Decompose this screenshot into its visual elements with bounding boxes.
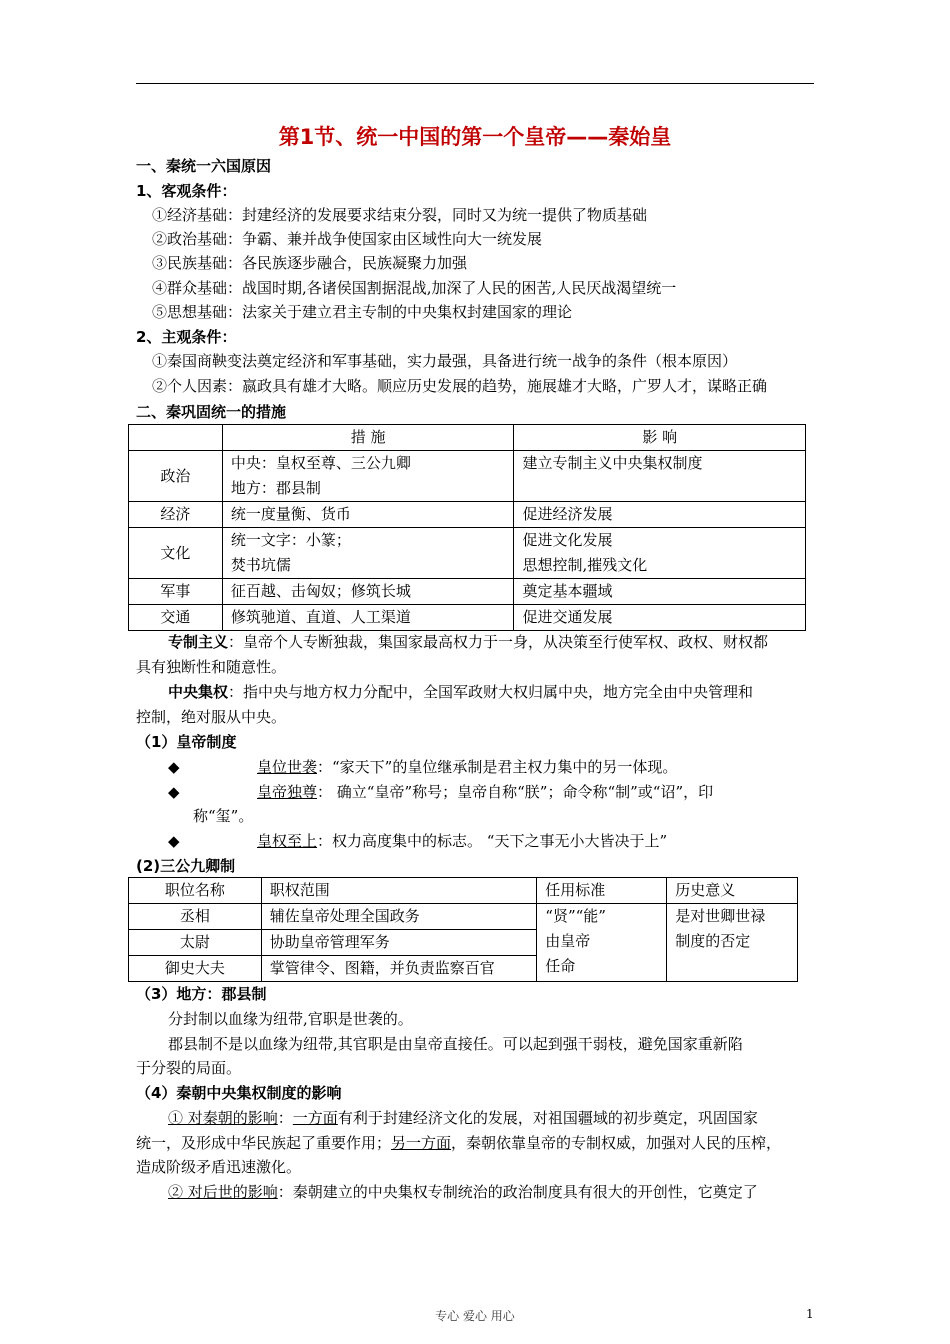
objective-item: ①经济基础：封建经济的发展要求结束分裂，同时又为统一提供了物质基础 xyxy=(152,206,648,224)
table-header: 影 响 xyxy=(514,425,806,451)
table-header: 职权范围 xyxy=(261,878,537,904)
table-row xyxy=(129,904,798,930)
position-cell: 御史大夫 xyxy=(129,956,262,982)
effect-cell: 奠定基本疆域 xyxy=(514,579,806,605)
meaning-cell: 是对世卿世禄 制度的否定 xyxy=(667,904,798,982)
bullet-supremacy: 皇帝独尊： 确立“皇帝”称号；皇帝自称“朕”；命令称“制”或“诏”，印 xyxy=(257,783,714,801)
emperor-system-heading: （1）皇帝制度 xyxy=(136,733,237,751)
bullet-icon: ◆ xyxy=(168,832,180,850)
table-header: 任用标准 xyxy=(537,878,667,904)
position-cell: 丞相 xyxy=(129,904,262,930)
commandery-text: 于分裂的局面。 xyxy=(136,1059,242,1077)
duty-cell: 掌管律令、图籍，并负责监察百官 xyxy=(261,956,537,982)
measure-cell: 修筑驰道、直道、人工渠道 xyxy=(222,605,514,631)
table-header xyxy=(129,425,223,451)
commandery-text: 郡县制不是以血缘为纽带,其官职是由皇帝直接任。可以起到强干弱枝，避免国家重新陷 xyxy=(168,1035,743,1053)
effect-cell: 促进文化发展 思想控制,摧残文化 xyxy=(514,528,806,579)
category-cell: 军事 xyxy=(129,579,223,605)
objective-heading: 1、客观条件： xyxy=(136,182,237,200)
header-rule xyxy=(136,83,814,84)
definition-centralization: 中央集权：指中央与地方权力分配中，全国军政财大权归属中央，地方完全由中央管理和 xyxy=(168,683,754,701)
table-row xyxy=(129,451,806,502)
measure-cell: 统一文字：小篆； 焚书坑儒 xyxy=(222,528,514,579)
category-cell: 经济 xyxy=(129,502,223,528)
measure-cell: 征百越、击匈奴；修筑长城 xyxy=(222,579,514,605)
table-header-row xyxy=(129,878,798,904)
page-footer: 专心 爱心 用心 xyxy=(435,1309,515,1323)
influence-heading: （4）秦朝中央集权制度的影响 xyxy=(136,1084,342,1102)
objective-item: ④群众基础：战国时期,各诸侯国割据混战,加深了人民的困苦,人民厌战渴望统一 xyxy=(152,279,677,297)
duty-cell: 协助皇帝管理军务 xyxy=(261,930,537,956)
bullet-imperial-power: 皇权至上：权力高度集中的标志。 “天下之事无小大皆决于上” xyxy=(257,832,668,850)
category-cell: 政治 xyxy=(129,451,223,502)
table-row xyxy=(129,528,806,579)
position-cell: 太尉 xyxy=(129,930,262,956)
influence-qin-cont: 造成阶级矛盾迅速激化。 xyxy=(136,1158,302,1176)
commandery-heading: （3）地方：郡县制 xyxy=(136,985,267,1003)
officials-table xyxy=(128,877,798,982)
subjective-heading: 2、主观条件： xyxy=(136,328,237,346)
page-number: 1 xyxy=(806,1307,814,1321)
objective-item: ②政治基础：争霸、兼并战争使国家由区域性向大一统发展 xyxy=(152,230,543,248)
definition-despotism-cont: 具有独断性和随意性。 xyxy=(136,658,287,676)
effect-cell: 建立专制主义中央集权制度 xyxy=(514,451,806,502)
effect-cell: 促进交通发展 xyxy=(514,605,806,631)
bullet-supremacy-cont: 称“玺”。 xyxy=(193,807,254,825)
effect-cell: 促进经济发展 xyxy=(514,502,806,528)
measures-table xyxy=(128,424,806,631)
section2-heading: 二、秦巩固统一的措施 xyxy=(136,403,287,421)
objective-item: ⑤思想基础：法家关于建立君主专制的中央集权封建国家的理论 xyxy=(152,303,573,321)
influence-later: ② 对后世的影响：秦朝建立的中央集权专制统治的政治制度具有很大的开创性，它奠定了 xyxy=(168,1183,758,1201)
measure-cell: 统一度量衡、货币 xyxy=(222,502,514,528)
standard-cell: “贤”“能” 由皇帝 任命 xyxy=(537,904,667,982)
bullet-hereditary: 皇位世袭：“家天下”的皇位继承制是君主权力集中的另一体现。 xyxy=(257,758,678,776)
definition-centralization-cont: 控制，绝对服从中央。 xyxy=(136,708,287,726)
objective-item: ③民族基础：各民族逐步融合，民族凝聚力加强 xyxy=(152,254,468,272)
page-title: 第1节、统一中国的第一个皇帝——秦始皇 xyxy=(278,125,672,149)
table-header: 职位名称 xyxy=(129,878,262,904)
definition-despotism: 专制主义：皇帝个人专断独裁，集国家最高权力于一身，从决策至行使军权、政权、财权都 xyxy=(168,633,769,651)
table-header-row xyxy=(129,425,806,451)
table-row xyxy=(129,605,806,631)
category-cell: 交通 xyxy=(129,605,223,631)
influence-qin: ① 对秦朝的影响：一方面有利于封建经济文化的发展，对祖国疆域的初步奠定，巩固国家 xyxy=(168,1109,758,1127)
table-row xyxy=(129,502,806,528)
commandery-text: 分封制以血缘为纽带,官职是世袭的。 xyxy=(168,1010,413,1028)
table-header: 措 施 xyxy=(222,425,514,451)
sangong-heading: (2)三公九卿制 xyxy=(136,857,236,875)
duty-cell: 辅佐皇帝处理全国政务 xyxy=(261,904,537,930)
influence-qin-cont: 统一，及形成中华民族起了重要作用；另一方面，秦朝依靠皇帝的专制权威，加强对人民的压榨， xyxy=(136,1134,782,1152)
subjective-item: ①秦国商鞅变法奠定经济和军事基础，实力最强，具备进行统一战争的条件（根本原因） xyxy=(152,352,738,370)
bullet-icon: ◆ xyxy=(168,783,180,801)
section1-heading: 一、秦统一六国原因 xyxy=(136,157,272,175)
table-row xyxy=(129,579,806,605)
table-header: 历史意义 xyxy=(667,878,798,904)
bullet-icon: ◆ xyxy=(168,758,180,776)
measure-cell: 中央：皇权至尊、三公九卿 地方：郡县制 xyxy=(222,451,514,502)
category-cell: 文化 xyxy=(129,528,223,579)
subjective-item: ②个人因素：嬴政具有雄才大略。顺应历史发展的趋势，施展雄才大略，广罗人才，谋略正确 xyxy=(152,377,768,395)
